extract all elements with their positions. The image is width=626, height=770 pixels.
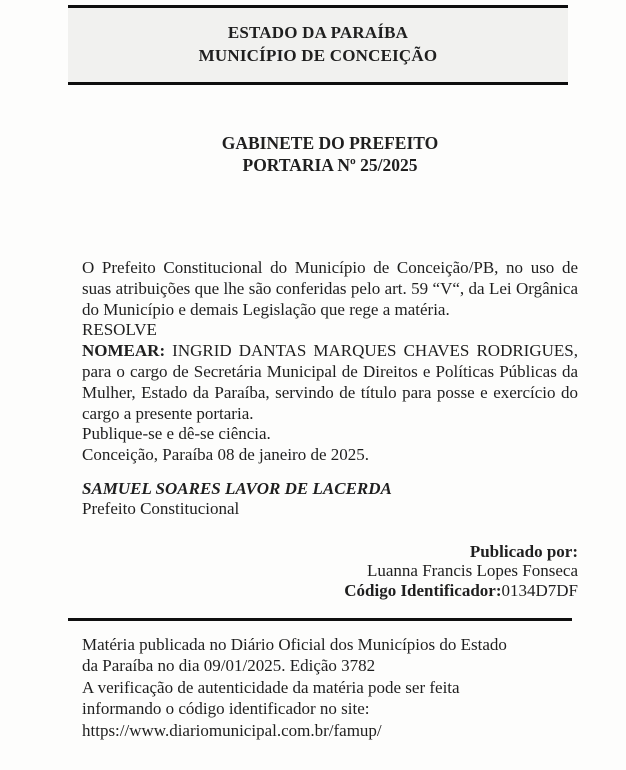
publish-order-line: Publique-se e dê-se ciência. xyxy=(82,424,271,444)
mayor-name: SAMUEL SOARES LAVOR DE LACERDA xyxy=(82,478,392,498)
document-body xyxy=(82,258,578,466)
appointment-text: INGRID DANTAS MARQUES CHAVES RODRIGUES, para o cargo de Secretária Municipal de Direitos e Políticas Públicas da Mulher, Estado da Paraíba, servindo de título para posse e exercício do cargo a presente portaria. xyxy=(82,341,578,423)
published-by-block xyxy=(82,542,578,601)
footer-publication-line2: da Paraíba no dia 09/01/2025. Edição 3782 xyxy=(82,656,376,676)
appointment-paragraph xyxy=(82,341,578,424)
signature-block xyxy=(82,479,578,520)
letterhead-state: ESTADO DA PARAÍBA xyxy=(227,23,409,42)
identifier-code-line xyxy=(82,581,578,601)
title-ordinance-number: PORTARIA Nº 25/2025 xyxy=(242,155,418,175)
dateline: Conceição, Paraíba 08 de janeiro de 2025. xyxy=(82,445,370,465)
identifier-code-label: Código Identificador: xyxy=(344,580,502,600)
identifier-code-value: 0134D7DF xyxy=(501,580,578,600)
footer-divider xyxy=(68,618,572,621)
mayor-title: Prefeito Constitucional xyxy=(82,499,240,519)
published-by-label: Publicado por: xyxy=(469,541,578,561)
footer-verification-line1: A verificação de autenticidade da matéria pode ser feita xyxy=(82,677,460,697)
footer-verification-url: https://www.diariomunicipal.com.br/famup/ xyxy=(82,720,382,740)
letterhead-municipality: MUNICÍPIO DE CONCEIÇÃO xyxy=(198,46,438,65)
publisher-name: Luanna Francis Lopes Fonseca xyxy=(366,561,578,581)
document-title xyxy=(82,132,578,176)
footer-publication-line1: Matéria publicada no Diário Oficial dos Municípios do Estado xyxy=(82,634,507,654)
nomear-label: NOMEAR: xyxy=(82,341,166,361)
preamble-paragraph: O Prefeito Constitucional do Município de Conceição/PB, no uso de suas atribuições que lhe são conferidas pelo art. 59 “V“, da Lei Orgânica do Município e demais Legislação que rege a matéria. xyxy=(82,258,578,319)
title-office: GABINETE DO PREFEITO xyxy=(221,133,439,153)
resolve-line: RESOLVE xyxy=(82,320,157,340)
footer-notice xyxy=(82,634,586,742)
footer-verification-line2: informando o código identificador no site: xyxy=(82,699,370,719)
letterhead-box xyxy=(68,5,568,85)
